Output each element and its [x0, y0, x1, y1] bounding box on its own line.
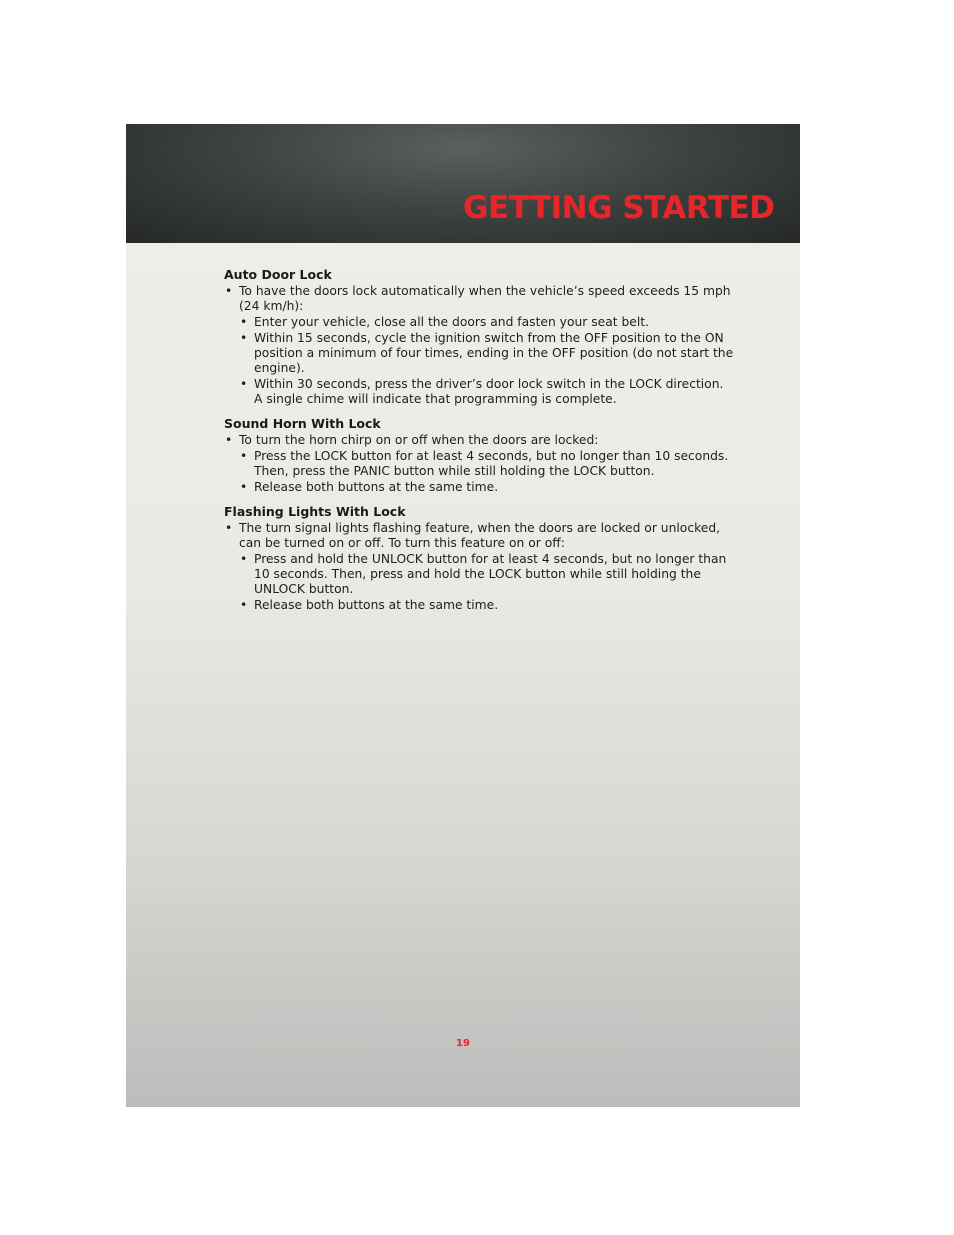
section-heading: Flashing Lights With Lock — [224, 504, 406, 519]
section-heading: Auto Door Lock — [224, 267, 332, 282]
page-title: GETTING STARTED — [463, 190, 775, 226]
list-item: • Press the LOCK button for at least 4 seconds, but no longer than 10 seconds. Then, press the PANIC button while still holding the LOCK button. — [239, 449, 734, 479]
section-auto-door-lock — [224, 267, 734, 407]
page-number: 19 — [456, 1038, 470, 1049]
list-item: • Within 30 seconds, press the driver’s door lock switch in the LOCK direction. A single chime will indicate that programming is complete. — [239, 377, 734, 407]
section-sound-horn-with-lock — [224, 416, 734, 495]
list-item: • The turn signal lights flashing feature, when the doors are locked or unlocked, can be turned on or off. To turn this feature on or off: — [224, 521, 734, 551]
list-item: • Press and hold the UNLOCK button for at least 4 seconds, but no longer than 10 seconds. Then, press and hold the LOCK button while still holding the UNLOCK button. — [239, 552, 734, 597]
list-item: • To have the doors lock automatically when the vehicle’s speed exceeds 15 mph (24 km/h): — [224, 284, 734, 314]
list-item: • Release both buttons at the same time. — [239, 480, 734, 495]
list-item: • To turn the horn chirp on or off when the doors are locked: — [224, 433, 734, 448]
header-banner — [126, 124, 800, 243]
page-content — [224, 267, 734, 622]
section-heading: Sound Horn With Lock — [224, 416, 381, 431]
manual-page — [126, 124, 800, 1107]
list-item: • Release both buttons at the same time. — [239, 598, 734, 613]
list-item: • Enter your vehicle, close all the doors and fasten your seat belt. — [239, 315, 734, 330]
section-flashing-lights-with-lock — [224, 504, 734, 613]
list-item: • Within 15 seconds, cycle the ignition switch from the OFF position to the ON position a minimum of four times, ending in the OFF position (do not start the engine). — [239, 331, 734, 376]
